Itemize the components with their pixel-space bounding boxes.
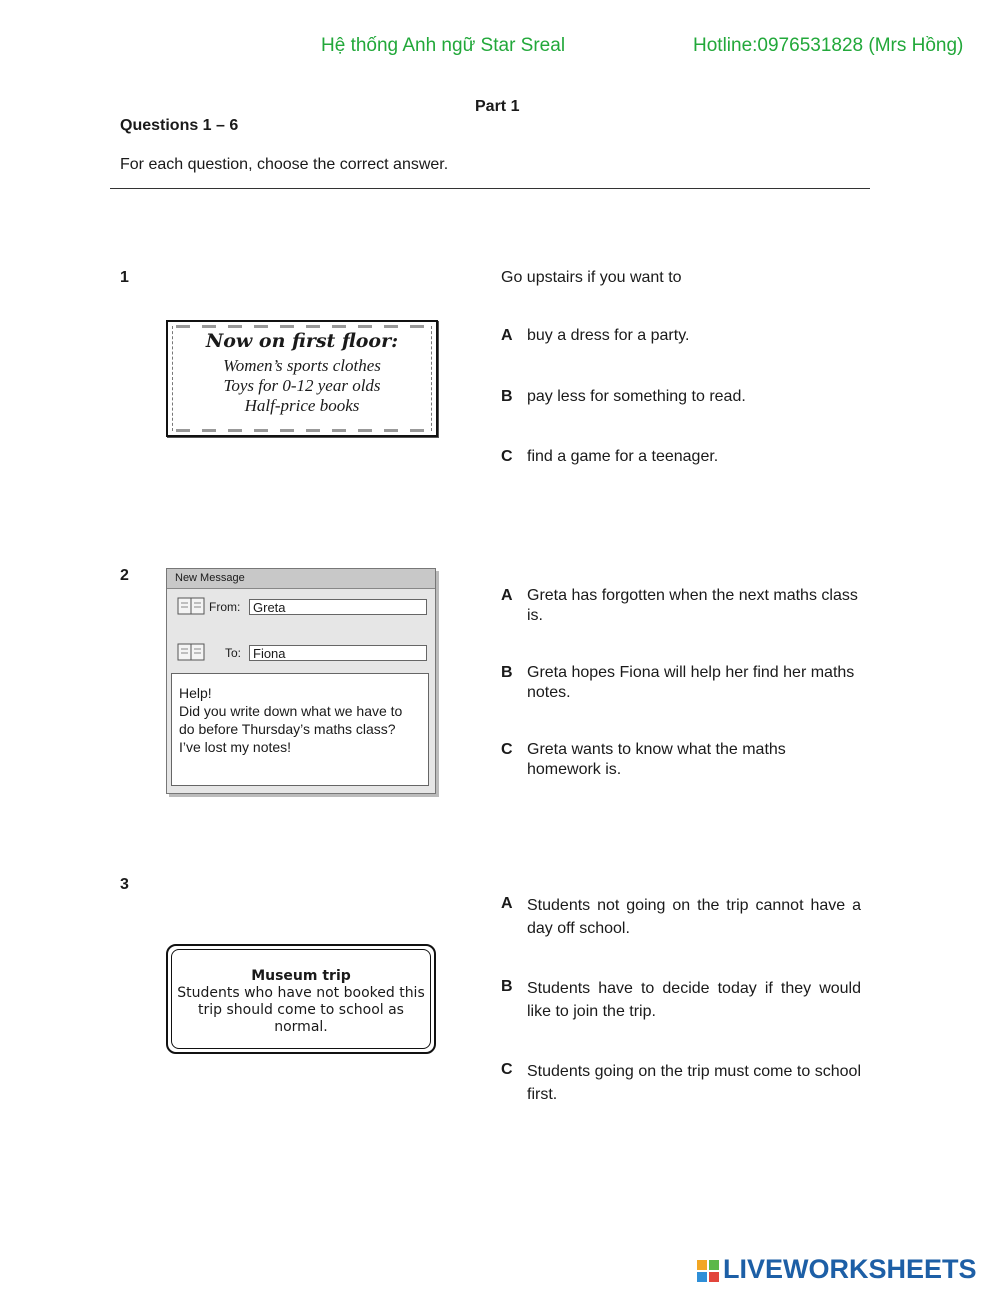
notice-line: Women’s sports clothes [223,356,381,375]
notice-line: Toys for 0-12 year olds [223,376,381,395]
instruction: For each question, choose the correct answer. [120,156,449,173]
address-book-icon [177,597,205,615]
logo-blocks-icon [697,1260,719,1282]
q3-option-a[interactable]: A Students not going on the trip cannot have a day off school. [501,895,861,937]
q2-option-c[interactable]: C Greta wants to know what the maths homework is. [501,741,786,778]
q1-option-a[interactable]: A buy a dress for a party. [501,327,690,344]
questions-range: Questions 1 – 6 [120,117,239,134]
divider [110,188,870,189]
q1-option-b[interactable]: B pay less for something to read. [501,388,746,405]
question-1-number: 1 [120,269,129,286]
school-name: Hệ thống Anh ngữ Star Sreal [321,35,566,56]
address-book-icon [177,643,205,661]
question-1-stem: Go upstairs if you want to [501,269,682,286]
q1-option-c[interactable]: C find a game for a teenager. [501,448,719,465]
q3-option-c[interactable]: C Students going on the trip must come to school first. [501,1061,861,1103]
from-label: From: [209,600,241,614]
notice-museum-trip [166,944,436,1054]
hotline: Hotline:0976531828 (Mrs Hồng) [693,35,964,56]
notice-title: Museum trip [251,968,351,984]
notice-line: Students who have not booked this [177,985,425,1001]
logo-text: LIVEWORKSHEETS [723,1254,977,1284]
part-title: Part 1 [475,98,520,115]
q3-option-b[interactable]: B Students have to decide today if they would like to join the trip. [501,978,861,1020]
notice-line: trip should come to school as [198,1002,404,1018]
to-label: To: [225,646,242,660]
notice-first-floor [166,320,438,437]
notice-title: Now on first floor: [205,330,399,352]
notice-line: normal. [274,1019,328,1035]
window-title: New Message [167,569,435,589]
message-window [166,568,436,794]
to-field: Fiona [249,645,427,661]
question-2-number: 2 [120,567,129,584]
message-body: Help! Did you write down what we have to do before Thursday’s maths class? I’ve lost my notes! [171,673,429,786]
question-3-number: 3 [120,876,129,893]
q2-option-a[interactable]: A Greta has forgotten when the next maths class is. [501,587,858,624]
q2-option-b[interactable]: B Greta hopes Fiona will help her find her maths notes. [501,664,855,701]
notice-line: Half-price books [244,396,360,415]
from-field: Greta [249,599,427,615]
